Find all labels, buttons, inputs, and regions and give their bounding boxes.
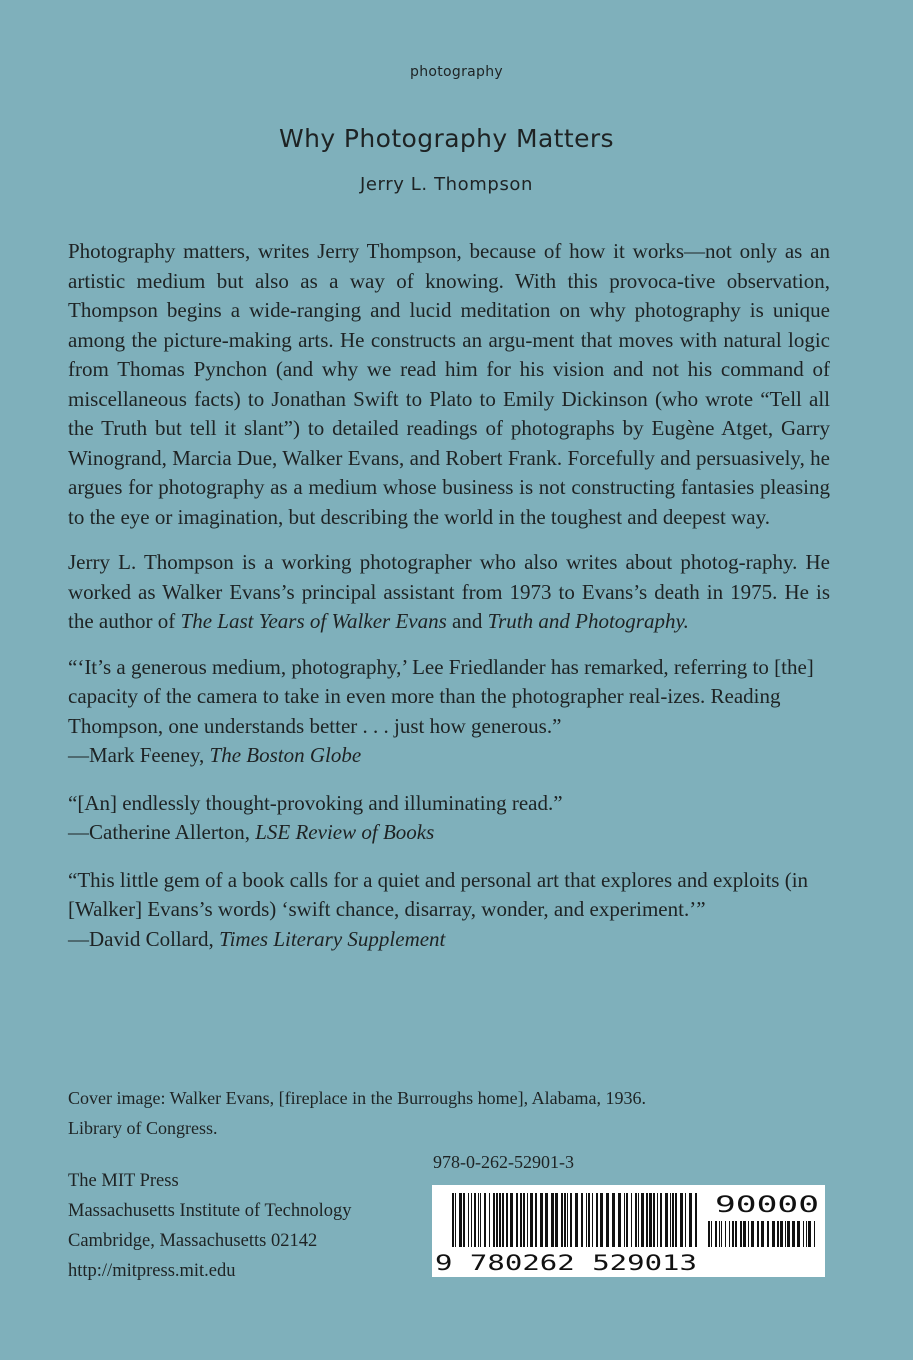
barcode-bar bbox=[670, 1193, 671, 1247]
barcode-bar bbox=[635, 1193, 637, 1247]
price-code-digits: 90000 bbox=[715, 1193, 819, 1218]
barcode-digits: 9 780262 529013 bbox=[435, 1251, 697, 1275]
barcode-bar bbox=[496, 1193, 498, 1247]
barcode-bar bbox=[506, 1193, 508, 1247]
publisher-block bbox=[68, 1166, 428, 1286]
bio-and: and bbox=[452, 609, 483, 633]
barcode-bar bbox=[767, 1221, 769, 1247]
barcode-bar bbox=[672, 1193, 674, 1247]
barcode-bar bbox=[452, 1193, 454, 1247]
barcode-bar bbox=[570, 1193, 572, 1247]
barcode-bar bbox=[612, 1193, 615, 1247]
cover-credit-line: Library of Congress. bbox=[68, 1118, 218, 1138]
quote-text: “This little gem of a book calls for a quiet and personal art that explores and exploits (in [Walker] Evans’s words) ‘swift chance, disarray, wonder, and experiment.’” bbox=[68, 867, 809, 921]
barcode-bar bbox=[480, 1193, 481, 1247]
barcode-bar bbox=[711, 1221, 712, 1247]
barcode-bar bbox=[725, 1221, 726, 1247]
barcode-bar bbox=[551, 1193, 554, 1247]
barcode-bar bbox=[618, 1193, 621, 1247]
barcode-bar bbox=[708, 1221, 710, 1247]
barcode-bar bbox=[624, 1193, 625, 1247]
quote-attribution bbox=[68, 741, 830, 771]
barcode-bar bbox=[657, 1193, 658, 1247]
barcode-bar bbox=[586, 1193, 587, 1247]
bio-book-2: Truth and Photography. bbox=[487, 609, 689, 633]
barcode-bar bbox=[719, 1221, 720, 1247]
barcode-bar bbox=[516, 1193, 518, 1247]
barcode-bar bbox=[721, 1221, 722, 1247]
barcode-bar bbox=[499, 1193, 501, 1247]
quote-reviewer: —Catherine Allerton, bbox=[68, 820, 250, 844]
barcode-bar bbox=[772, 1221, 775, 1247]
isbn-number: 978-0-262-52901-3 bbox=[433, 1152, 574, 1172]
barcode-bar bbox=[561, 1193, 563, 1247]
barcode-bar bbox=[748, 1221, 749, 1247]
barcode-bar bbox=[660, 1193, 662, 1247]
publisher-name: The MIT Press bbox=[68, 1171, 179, 1191]
barcode-bar bbox=[665, 1193, 668, 1247]
barcode-bar bbox=[575, 1193, 578, 1247]
barcode-bar bbox=[600, 1193, 603, 1247]
barcode-bar bbox=[459, 1193, 462, 1247]
quote-text: “[An] endlessly thought-provoking and illuminating read.” bbox=[68, 790, 563, 815]
barcode-bar bbox=[780, 1221, 783, 1247]
description-paragraph: Photography matters, writes Jerry Thompson, because of how it works—not only as an artistic medium but also as a way of knowing. With this provoca-tive observation, Thompson begins a wide-ranging and lucid meditation on why photography is unique among the picture-making arts. He constructs an argu-ment that moves with natural logic from Thomas Pynchon (and why we read him for his vision and not his command of miscellaneous facts) to Jonathan Swift to Plato to Emily Dickinson (who wrote “Tell all the Truth but tell it slant”) to detailed readings of photographs by Eugène Atget, Garry Winogrand, Marcia Due, Walker Evans, and Robert Frank. Forcefully and persuasively, he argues for photography as a medium whose business is not constructing fantasies pleasing to the eye or imagination, but describing the world in the toughest and deepest way. bbox=[68, 239, 830, 529]
barcode-bar bbox=[489, 1193, 490, 1247]
barcode-bar bbox=[646, 1193, 648, 1247]
barcode-bar bbox=[530, 1193, 533, 1247]
barcode-bar bbox=[649, 1193, 652, 1247]
barcode-bar bbox=[471, 1193, 472, 1247]
publisher-url: http://mitpress.mit.edu bbox=[68, 1261, 236, 1281]
barcode-bar bbox=[792, 1221, 795, 1247]
barcode-bar bbox=[803, 1221, 804, 1247]
publisher-address: Cambridge, Massachusetts 02142 bbox=[68, 1231, 318, 1251]
barcode-bar bbox=[685, 1193, 686, 1247]
category-label: photography bbox=[410, 64, 503, 80]
barcode-bar bbox=[545, 1193, 548, 1247]
quote-source: LSE Review of Books bbox=[255, 820, 435, 844]
quote-reviewer: —Mark Feeney, bbox=[68, 743, 205, 767]
review-quote bbox=[68, 789, 830, 848]
quote-attribution bbox=[68, 925, 830, 955]
book-title: Why Photography Matters bbox=[279, 124, 614, 153]
barcode-bar bbox=[520, 1193, 522, 1247]
barcode-bar bbox=[653, 1193, 655, 1247]
barcode-bar bbox=[715, 1221, 717, 1247]
quote-text: “‘It’s a generous medium, photography,’ Lee Friedlander has remarked, referring to [the] capacity of the camera to take in even more than the photographer real-izes. Reading Thompson, one understands better . . . just how generous.” bbox=[68, 654, 814, 738]
barcode-bar bbox=[502, 1193, 504, 1247]
cover-credit-line: Cover image: Walker Evans, [fireplace in the Burroughs home], Alabama, 1936. bbox=[68, 1088, 647, 1108]
barcode-graphic bbox=[432, 1185, 825, 1277]
barcode-bar bbox=[740, 1221, 742, 1247]
barcode-bar bbox=[806, 1221, 807, 1247]
barcode-bar bbox=[797, 1221, 800, 1247]
barcode-bar bbox=[567, 1193, 568, 1247]
barcode-bar bbox=[757, 1221, 759, 1247]
barcode-bar bbox=[523, 1193, 525, 1247]
barcode-bar bbox=[596, 1193, 598, 1247]
barcode-bar bbox=[555, 1193, 558, 1247]
barcode-bar bbox=[535, 1193, 537, 1247]
barcode-bar bbox=[729, 1221, 730, 1247]
barcode bbox=[432, 1185, 825, 1277]
isbn-barcode-bars bbox=[452, 1193, 697, 1247]
barcode-bar bbox=[743, 1221, 746, 1247]
price-barcode-bars bbox=[708, 1221, 815, 1247]
barcode-bar bbox=[564, 1193, 566, 1247]
barcode-bar bbox=[675, 1193, 677, 1247]
author-bio bbox=[68, 548, 830, 637]
barcode-bar bbox=[606, 1193, 609, 1247]
barcode-bar bbox=[785, 1221, 786, 1247]
bio-book-1: The Last Years of Walker Evans bbox=[180, 609, 447, 633]
publisher-institution: Massachusetts Institute of Technology bbox=[68, 1201, 352, 1221]
barcode-bar bbox=[680, 1193, 683, 1247]
barcode-bar bbox=[474, 1193, 476, 1247]
quote-reviewer: —David Collard, bbox=[68, 926, 214, 951]
barcode-bar bbox=[468, 1193, 469, 1247]
review-quote bbox=[68, 866, 830, 955]
barcode-bar bbox=[695, 1193, 697, 1247]
barcode-bar bbox=[588, 1193, 590, 1247]
barcode-bar bbox=[761, 1221, 764, 1247]
barcode-bar bbox=[808, 1221, 811, 1247]
quote-source: The Boston Globe bbox=[209, 743, 362, 767]
quote-source: Times Literary Supplement bbox=[219, 926, 446, 951]
barcode-bar bbox=[814, 1221, 815, 1247]
barcode-bar bbox=[751, 1221, 754, 1247]
barcode-bar bbox=[631, 1193, 632, 1247]
barcode-bar bbox=[484, 1193, 486, 1247]
barcode-bar bbox=[689, 1193, 692, 1247]
barcode-bar bbox=[455, 1193, 456, 1247]
barcode-bar bbox=[777, 1221, 779, 1247]
barcode-bar bbox=[463, 1193, 465, 1247]
barcode-bar bbox=[478, 1193, 479, 1247]
back-cover-text bbox=[68, 237, 830, 972]
barcode-bar bbox=[626, 1193, 628, 1247]
barcode-bar bbox=[540, 1193, 543, 1247]
barcode-bar bbox=[732, 1221, 734, 1247]
review-quote bbox=[68, 653, 830, 771]
barcode-bar bbox=[641, 1193, 644, 1247]
barcode-bar bbox=[592, 1193, 593, 1247]
barcode-bar bbox=[493, 1193, 495, 1247]
barcode-bar bbox=[510, 1193, 513, 1247]
quote-attribution bbox=[68, 818, 830, 848]
barcode-bar bbox=[638, 1193, 639, 1247]
book-author: Jerry L. Thompson bbox=[359, 174, 534, 195]
barcode-bar bbox=[581, 1193, 583, 1247]
barcode-bar bbox=[735, 1221, 737, 1247]
barcode-bar bbox=[527, 1193, 528, 1247]
bio-text: Jerry L. Thompson is a working photographer who also writes about photog-raphy. He worked as Walker Evans’s principal assistant from 1973 to Evans’s death in 1975. He is the author of bbox=[68, 550, 830, 633]
cover-credit bbox=[68, 1083, 768, 1143]
barcode-bar bbox=[787, 1221, 790, 1247]
